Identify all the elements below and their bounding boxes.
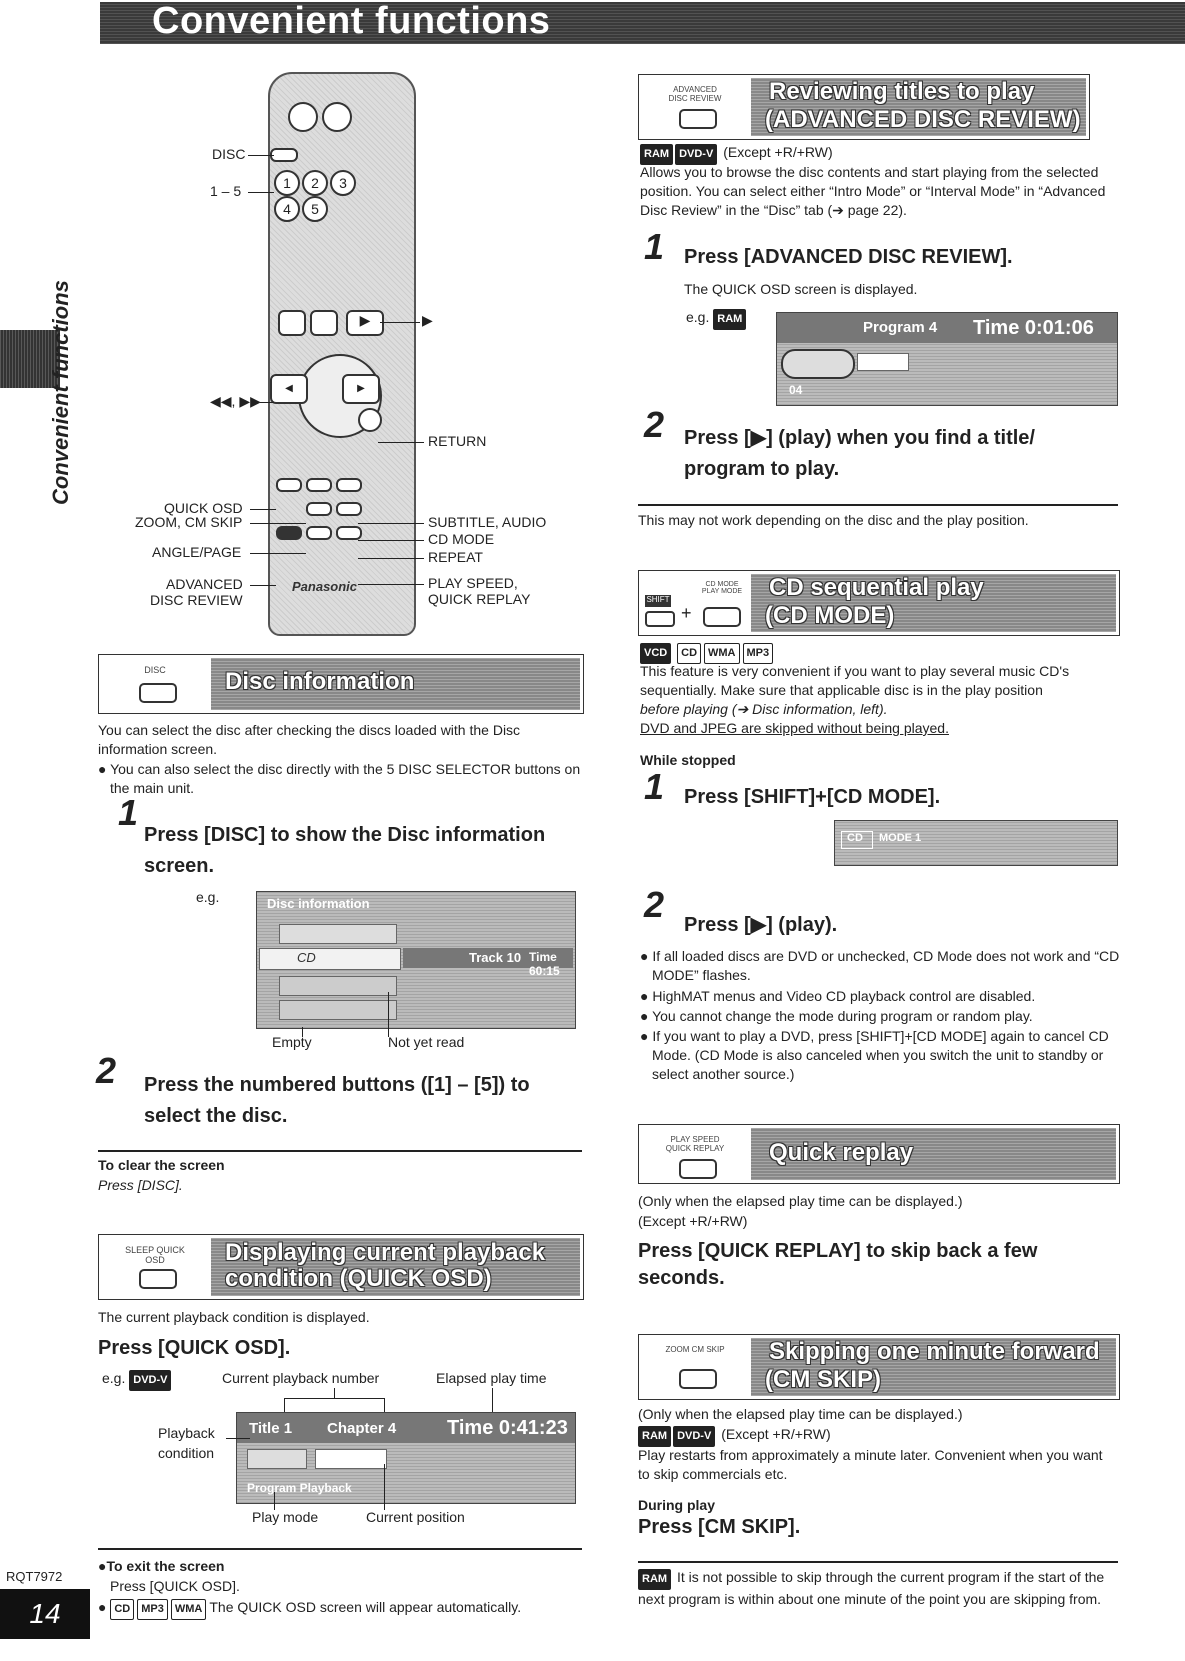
shift-button <box>276 526 302 540</box>
remote-label-zoom: ZOOM, CM SKIP <box>135 514 243 530</box>
exit-screen-text: Press [QUICK OSD]. <box>110 1578 240 1594</box>
label-empty: Empty <box>272 1034 312 1050</box>
step-instruction: Press [DISC] to show the Disc information screen. <box>144 824 546 877</box>
quick-osd-button-icon: SLEEP QUICK OSD <box>105 1241 205 1285</box>
sidebar-label: Convenient functions <box>48 280 73 505</box>
section-quick-osd <box>98 1234 584 1300</box>
eg-label: e.g. RAM <box>686 308 748 330</box>
step-instruction: Press [CM SKIP]. <box>638 1516 801 1538</box>
quick-replay-note-2: (Except +R/+RW) <box>638 1213 748 1229</box>
cm-skip-intro: Play restarts from approximately a minute later. Convenient when you want to skip commercials etc. <box>638 1447 1103 1482</box>
adv-review-note: This may not work depending on the disc and the play position. <box>638 512 1029 528</box>
cd-mode-bullet-4: ● If you want to play a DVD, press [SHIFT]+[CD MODE] again to cancel CD Mode. (CD Mode is also canceled when you switch the unit to standby or select another source.) <box>640 1028 1109 1082</box>
model-number: RQT7972 <box>6 1569 63 1584</box>
eg-label: e.g. DVD-V <box>102 1369 173 1391</box>
digit-5-button: 5 <box>302 196 328 222</box>
repeat-button <box>336 502 362 516</box>
while-stopped-heading: While stopped <box>640 752 736 768</box>
quick-osd-intro: The current playback condition is displayed. <box>98 1309 370 1325</box>
remote-label-play: ▶ <box>422 312 433 328</box>
stop-button <box>278 310 306 336</box>
disc-info-bullet: ● You can also select the disc directly with the 5 DISC SELECTOR buttons on the main unit. <box>98 761 581 796</box>
cd-mode-bullet-2: ● HighMAT menus and Video CD playback control are disabled. <box>640 988 1036 1004</box>
label-current-playback: Current playback number <box>222 1370 380 1386</box>
step-number: 1 <box>644 766 665 807</box>
pause-button <box>310 310 338 336</box>
step-number: 1 <box>118 792 139 833</box>
open-button <box>322 102 352 132</box>
auto-display-note: ● CD MP3 WMA The QUICK OSD screen will appear automatically. <box>98 1598 521 1620</box>
section-title: Quick replay <box>769 1139 914 1166</box>
adv-review-disc-types: RAM DVD-V (Except +R/+RW) <box>640 143 833 165</box>
angle-button <box>306 526 332 540</box>
clear-screen-text: Press [DISC]. <box>98 1177 183 1193</box>
section-title-1: Reviewing titles to play <box>769 78 1035 105</box>
label-current-position: Current position <box>366 1509 465 1525</box>
label-condition: condition <box>158 1445 215 1461</box>
cd-mode-intro-italic: before playing (➔ Disc information, left). <box>640 701 888 717</box>
quick-osd-screen: Title 1 Chapter 4 Time 0:41:23 Program Playback <box>236 1412 576 1504</box>
skip-back-button: ◀ <box>270 374 308 404</box>
remote-label-advanced: ADVANCED <box>166 576 243 592</box>
section-cm-skip <box>638 1334 1120 1400</box>
zoom-button <box>306 478 332 492</box>
remote-label-subtitle: SUBTITLE, AUDIO <box>428 514 547 530</box>
label-playback: Playback <box>158 1425 215 1441</box>
label-not-yet-read: Not yet read <box>388 1034 465 1050</box>
remote-brand: Panasonic <box>292 579 358 594</box>
digit-4-button: 4 <box>274 196 300 222</box>
step-instruction: Press [QUICK OSD]. <box>98 1337 291 1359</box>
section-title-2: (ADVANCED DISC REVIEW) <box>765 106 1081 133</box>
step-number: 1 <box>644 226 665 267</box>
cd-mode-intro-underline: DVD and JPEG are skipped without being played. <box>640 720 949 736</box>
section-title: Disc information <box>225 668 415 695</box>
section-title-2: (CM SKIP) <box>765 1366 881 1393</box>
section-quick-replay <box>638 1124 1120 1184</box>
remote-label-repeat: REPEAT <box>428 549 483 565</box>
remote-label-quick-replay: QUICK REPLAY <box>428 591 531 607</box>
step-number: 2 <box>644 404 665 445</box>
cd-mode-bullet-3: ● You cannot change the mode during program or random play. <box>640 1008 1033 1024</box>
quick-replay-note-1: (Only when the elapsed play time can be displayed.) <box>638 1193 963 1209</box>
section-title: Displaying current playback condition (QUICK OSD) <box>225 1239 546 1292</box>
section-title-2: (CD MODE) <box>765 602 895 629</box>
power-button <box>288 102 318 132</box>
disc-info-intro: You can select the disc after checking the discs loaded with the Disc information screen. <box>98 722 521 757</box>
section-advanced-disc-review <box>638 74 1090 140</box>
section-disc-information <box>98 654 584 714</box>
remote-label-1-5: 1 – 5 <box>210 183 242 199</box>
section-title-1: CD sequential play <box>769 574 984 601</box>
clear-screen-heading: To clear the screen <box>98 1157 225 1173</box>
section-cd-mode <box>638 570 1120 636</box>
step-instruction: Press [▶] (play) when you find a title/ program to play. <box>684 427 1035 480</box>
skip-forward-button: ▶ <box>342 374 380 404</box>
disc-button-icon: DISC <box>105 661 205 705</box>
disc-button <box>270 148 298 162</box>
cm-skip-note: (Only when the elapsed play time can be displayed.) <box>638 1406 963 1422</box>
play-speed-button <box>336 526 362 540</box>
cm-skip-footer-note: RAM It is not possible to skip through the current program if the start of the next program is within about one minute of the point you are skipping from. <box>638 1569 1105 1607</box>
cd-mode-bullet-1: ● If all loaded discs are DVD or unchecked, CD Mode does not work and “CD MODE” flashes. <box>640 948 1120 983</box>
section-title-1: Skipping one minute forward <box>769 1338 1100 1365</box>
adv-review-intro: Allows you to browse the disc contents and start playing from the selected position. You can select either “Intro Mode” or “Interval Mode” in “Advanced Disc Review” in the “Disc” tab (➔ page 22). <box>640 164 1106 218</box>
play-button: ▶ <box>346 310 384 336</box>
remote-label-play-speed: PLAY SPEED, <box>428 575 518 591</box>
disc-info-screen: Disc information CD Track 10 Time 60:15 <box>256 891 576 1029</box>
during-play-heading: During play <box>638 1497 716 1513</box>
page-number: 14 <box>0 1589 90 1639</box>
remote-illustration <box>268 72 416 636</box>
quick-replay-icon: PLAY SPEED QUICK REPLAY <box>645 1131 745 1175</box>
digit-3-button: 3 <box>330 170 356 196</box>
shift-cd-mode-icon: SHIFT + CD MODE PLAY MODE <box>645 577 745 621</box>
step-number: 2 <box>644 884 665 925</box>
label-play-mode: Play mode <box>252 1509 319 1525</box>
cd-mode-intro: This feature is very convenient if you want to play several music CD's sequentially. Make sure that applicable disc is in the play position <box>640 663 1070 698</box>
digit-1-button: 1 <box>274 170 300 196</box>
exit-screen-heading: ●To exit the screen <box>98 1558 225 1574</box>
cd-mode-screen: CD MODE 1 <box>834 820 1118 866</box>
remote-label-skip: ◀◀, ▶▶ <box>210 393 261 409</box>
quick-osd-button <box>276 478 302 492</box>
step-instruction: Press [▶] (play). <box>684 914 838 936</box>
adv-review-screen: Program 4 Time 0:01:06 04 <box>776 312 1118 406</box>
page-title: Convenient functions <box>152 0 551 42</box>
remote-label-disc-review: DISC REVIEW <box>150 592 243 608</box>
advanced-disc-review-icon: ADVANCED DISC REVIEW <box>645 81 745 125</box>
eg-label: e.g. <box>196 889 220 905</box>
cd-mode-disc-types: VCD CD WMA MP3 <box>640 642 776 664</box>
step-number: 2 <box>96 1050 117 1091</box>
step-instruction: Press [SHIFT]+[CD MODE]. <box>684 786 941 808</box>
remote-label-disc: DISC <box>212 146 246 162</box>
remote-label-angle: ANGLE/PAGE <box>152 544 242 560</box>
remote-label-cd-mode: CD MODE <box>428 531 495 547</box>
label-elapsed: Elapsed play time <box>436 1370 547 1386</box>
digit-2-button: 2 <box>302 170 328 196</box>
cm-skip-icon: ZOOM CM SKIP <box>645 1341 745 1385</box>
page-header <box>100 2 1185 44</box>
step-instruction: Press the numbered buttons ([1] – [5]) to select the disc. <box>144 1074 530 1127</box>
return-button <box>358 408 382 432</box>
step-instruction: Press [QUICK REPLAY] to skip back a few seconds. <box>638 1240 1038 1289</box>
cm-skip-disc-types: RAM DVD-V (Except +R/+RW) <box>638 1425 831 1447</box>
cd-mode-button <box>306 502 332 516</box>
remote-label-return: RETURN <box>428 433 487 449</box>
remote-label-quick-osd: QUICK OSD <box>164 500 243 516</box>
subtitle-button <box>336 478 362 492</box>
step-sub-text: The QUICK OSD screen is displayed. <box>684 281 918 297</box>
step-instruction: Press [ADVANCED DISC REVIEW]. <box>684 246 1013 268</box>
